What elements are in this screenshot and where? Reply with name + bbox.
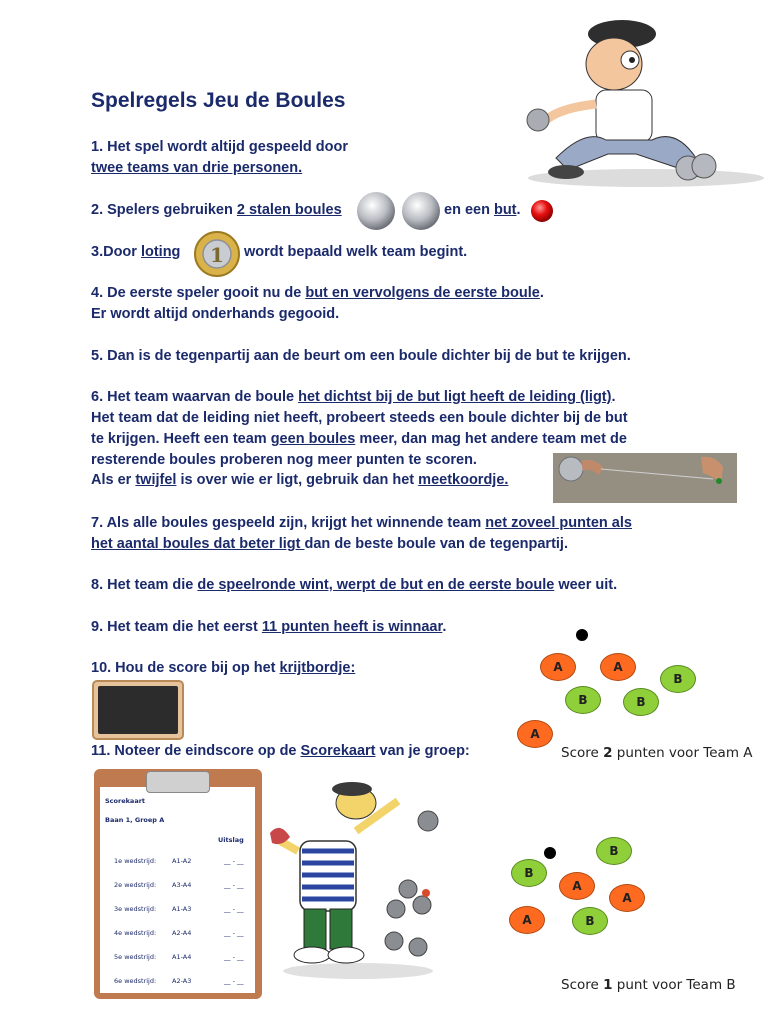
ball-team-a: A bbox=[517, 720, 553, 748]
rule-9-link[interactable]: 11 punten heeft is winnaar bbox=[261, 619, 443, 635]
scorecard-score[interactable]: __ - __ bbox=[224, 881, 244, 889]
rule-6-link-geen-boules[interactable]: geen boules bbox=[270, 431, 356, 447]
rule-4-link[interactable]: but en vervolgens de eerste boule bbox=[305, 285, 540, 301]
boule-icon bbox=[356, 191, 442, 231]
scorecard-round: 4e wedstrijd: bbox=[114, 929, 157, 937]
rule-11: 11. Noteer de eindscore op de Scorekaart van je groep: bbox=[91, 743, 470, 759]
but-ball bbox=[576, 629, 588, 641]
ball-team-b: B bbox=[660, 665, 696, 693]
rule-8-link[interactable]: de speelronde wint, werpt de but en de eerste boule bbox=[197, 577, 555, 593]
ball-team-a: A bbox=[600, 653, 636, 681]
euro-coin-icon bbox=[192, 231, 242, 277]
rule-10-link-krijtbordje[interactable]: krijtbordje: bbox=[279, 660, 356, 676]
rule-6-link-meetkoordje[interactable]: meetkoordje. bbox=[418, 472, 509, 488]
scorecard-match: A1-A2 bbox=[172, 857, 192, 865]
scorecard-match: A1-A3 bbox=[172, 905, 192, 913]
rule-2-text-2: en een bbox=[444, 202, 494, 218]
scorecard bbox=[94, 769, 262, 999]
rule-6: 6. Het team waarvan de boule het dichtst bij de but ligt heeft de leiding (ligt). bbox=[91, 389, 616, 405]
scorecard-match: A1-A4 bbox=[172, 953, 192, 961]
chalkboard-icon bbox=[92, 680, 184, 740]
scorecard-round: 6e wedstrijd: bbox=[114, 977, 157, 985]
rule-7-link-1[interactable]: net zoveel punten als bbox=[485, 515, 632, 531]
ball-team-a: A bbox=[609, 884, 645, 912]
ball-team-b: B bbox=[511, 859, 547, 887]
rule-3-cont: wordt bepaald welk team begint. bbox=[244, 244, 468, 260]
rule-7: 7. Als alle boules gespeeld zijn, krijgt het winnende team net zoveel punten als bbox=[91, 515, 632, 531]
rule-10: 10. Hou de score bij op het krijtbordje: bbox=[91, 660, 356, 676]
ball-team-a: A bbox=[540, 653, 576, 681]
rule-7-line2: het aantal boules dat beter ligt dan de beste boule van de tegenpartij. bbox=[91, 536, 568, 552]
ball-team-b: B bbox=[572, 907, 608, 935]
player-cartoon bbox=[268, 771, 444, 981]
rule-4: 4. De eerste speler gooit nu de but en vervolgens de eerste boule. bbox=[91, 285, 544, 301]
rule-2-text: 2. Spelers gebruiken bbox=[91, 202, 237, 218]
scorecard-score[interactable]: __ - __ bbox=[224, 953, 244, 961]
ball-team-b: B bbox=[623, 688, 659, 716]
rule-1-text: 1. Het spel wordt altijd gespeeld door bbox=[91, 139, 349, 155]
scorecard-score[interactable]: __ - __ bbox=[224, 905, 244, 913]
rule-2 bbox=[91, 200, 342, 221]
ball-team-a: A bbox=[509, 906, 545, 934]
rule-6-link-leiding[interactable]: het dichtst bij de but ligt heeft de leiding (ligt) bbox=[298, 389, 612, 405]
svg-text:1: 1 bbox=[210, 243, 224, 267]
rule-6-line4: resterende boules proberen nog meer punten te scoren. bbox=[91, 452, 477, 468]
rule-3: 3.Door loting bbox=[91, 244, 181, 260]
rule-9: 9. Het team die het eerst 11 punten heeft is winnaar. bbox=[91, 619, 447, 635]
diagram-1-caption: Score 2 punten voor Team A bbox=[561, 745, 753, 761]
scorecard-round: 2e wedstrijd: bbox=[114, 881, 157, 889]
scorecard-match: A2-A4 bbox=[172, 929, 192, 937]
scorecard-column-header: Uitslag bbox=[218, 836, 244, 844]
scorecard-score[interactable]: __ - __ bbox=[224, 857, 244, 865]
ball-team-b: B bbox=[596, 837, 632, 865]
diagram-2-caption: Score 1 punt voor Team B bbox=[561, 977, 736, 993]
but-ball bbox=[544, 847, 556, 859]
player-cartoon-top bbox=[496, 8, 764, 192]
rule-6-link-twijfel[interactable]: twijfel bbox=[135, 472, 177, 488]
rule-6-line5: Als er twijfel is over wie er ligt, gebruik dan het meetkoordje. bbox=[91, 472, 509, 488]
measuring-photo bbox=[553, 453, 737, 503]
scorecard-match: A2-A3 bbox=[172, 977, 192, 985]
ball-team-b: B bbox=[565, 686, 601, 714]
rule-4-line2: Er wordt altijd onderhands gegooid. bbox=[91, 306, 340, 322]
rule-5: 5. Dan is de tegenpartij aan de beurt om een boule dichter bij de but te krijgen. bbox=[91, 348, 631, 364]
rule-6-line3: te krijgen. Heeft een team geen boules meer, dan mag het andere team met de bbox=[91, 431, 627, 447]
scorecard-score[interactable]: __ - __ bbox=[224, 929, 244, 937]
scorecard-subtitle: Baan 1, Groep A bbox=[105, 816, 165, 824]
but-icon bbox=[530, 199, 554, 223]
rule-8: 8. Het team die de speelronde wint, werpt de but en de eerste boule weer uit. bbox=[91, 577, 618, 593]
scorecard-score[interactable]: __ - __ bbox=[224, 977, 244, 985]
rule-6-line2: Het team dat de leiding niet heeft, probeert steeds een boule dichter bij de but bbox=[91, 410, 628, 426]
scorecard-round: 3e wedstrijd: bbox=[114, 905, 157, 913]
scorecard-title: Scorekaart bbox=[105, 797, 146, 805]
scorecard-round: 1e wedstrijd: bbox=[114, 857, 157, 865]
scorecard-match: A3-A4 bbox=[172, 881, 192, 889]
scorecard-round: 5e wedstrijd: bbox=[114, 953, 157, 961]
rule-1 bbox=[91, 137, 348, 158]
page-title: Spelregels Jeu de Boules bbox=[91, 89, 346, 112]
rule-1-link[interactable]: twee teams van drie personen. bbox=[91, 160, 303, 176]
rule-2-link-boules[interactable]: 2 stalen boules bbox=[236, 202, 342, 218]
clipboard-clip bbox=[146, 771, 210, 793]
rule-7-link-2[interactable]: het aantal boules dat beter ligt bbox=[91, 536, 305, 552]
ball-team-a: A bbox=[559, 872, 595, 900]
rule-2-cont: en een but. bbox=[444, 202, 521, 218]
rule-3-link-loting[interactable]: loting bbox=[140, 244, 181, 260]
rule-11-link-scorekaart[interactable]: Scorekaart bbox=[300, 743, 376, 759]
scorecard-paper bbox=[100, 787, 255, 993]
rule-2-link-but[interactable]: but bbox=[493, 202, 517, 218]
